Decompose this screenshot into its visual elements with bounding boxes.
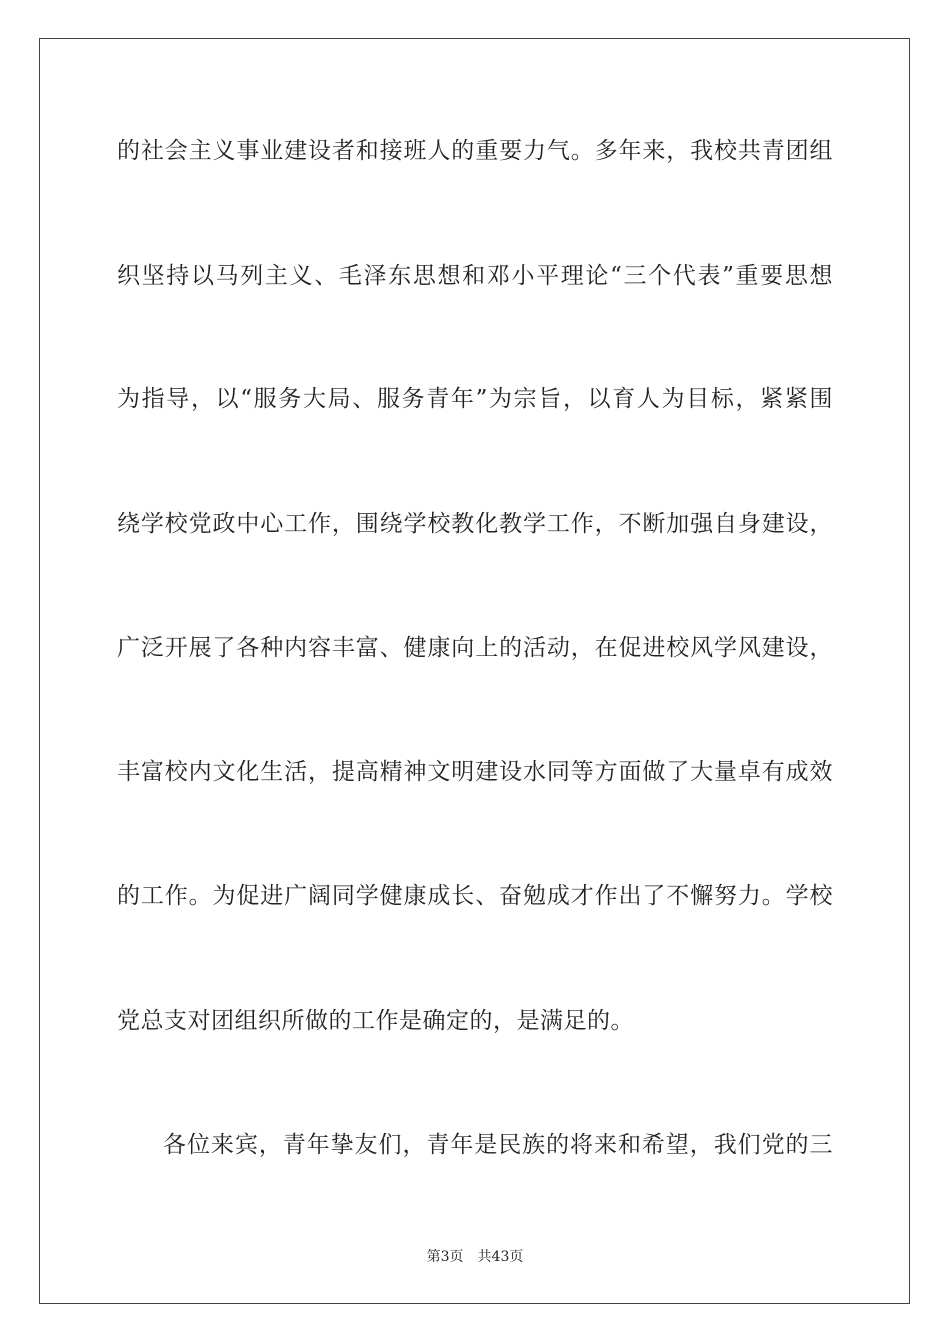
paragraph-line-1: 的社会主义事业建设者和接班人的重要力气。多年来，我校共青团组 bbox=[117, 138, 833, 164]
paragraph-line-7: 的工作。为促进广阔同学健康成长、奋勉成才作出了不懈努力。学校 bbox=[117, 883, 833, 909]
paragraph-line-8: 党总支对团组织所做的工作是确定的，是满足的。 bbox=[117, 1008, 634, 1034]
page-total: 共43页 bbox=[477, 1249, 524, 1265]
page-footer bbox=[0, 1248, 950, 1266]
paragraph-line-6: 丰富校内文化生活，提高精神文明建设水同等方面做了大量卓有成效 bbox=[117, 759, 833, 785]
page-border bbox=[39, 38, 910, 1304]
paragraph-line-5: 广泛开展了各种内容丰富、健康向上的活动，在促进校风学风建设， bbox=[117, 635, 833, 661]
paragraph-line-9: 各位来宾，青年挚友们，青年是民族的将来和希望，我们党的三 bbox=[163, 1132, 833, 1158]
paragraph-line-3: 为指导，以“服务大局、服务青年”为宗旨，以育人为目标，紧紧围 bbox=[117, 386, 833, 412]
paragraph-line-4: 绕学校党政中心工作，围绕学校教化教学工作，不断加强自身建设， bbox=[117, 511, 833, 537]
page-number: 第3页 bbox=[426, 1249, 464, 1265]
paragraph-line-2: 织坚持以马列主义、毛泽东思想和邓小平理论“三个代表”重要思想 bbox=[117, 263, 833, 289]
